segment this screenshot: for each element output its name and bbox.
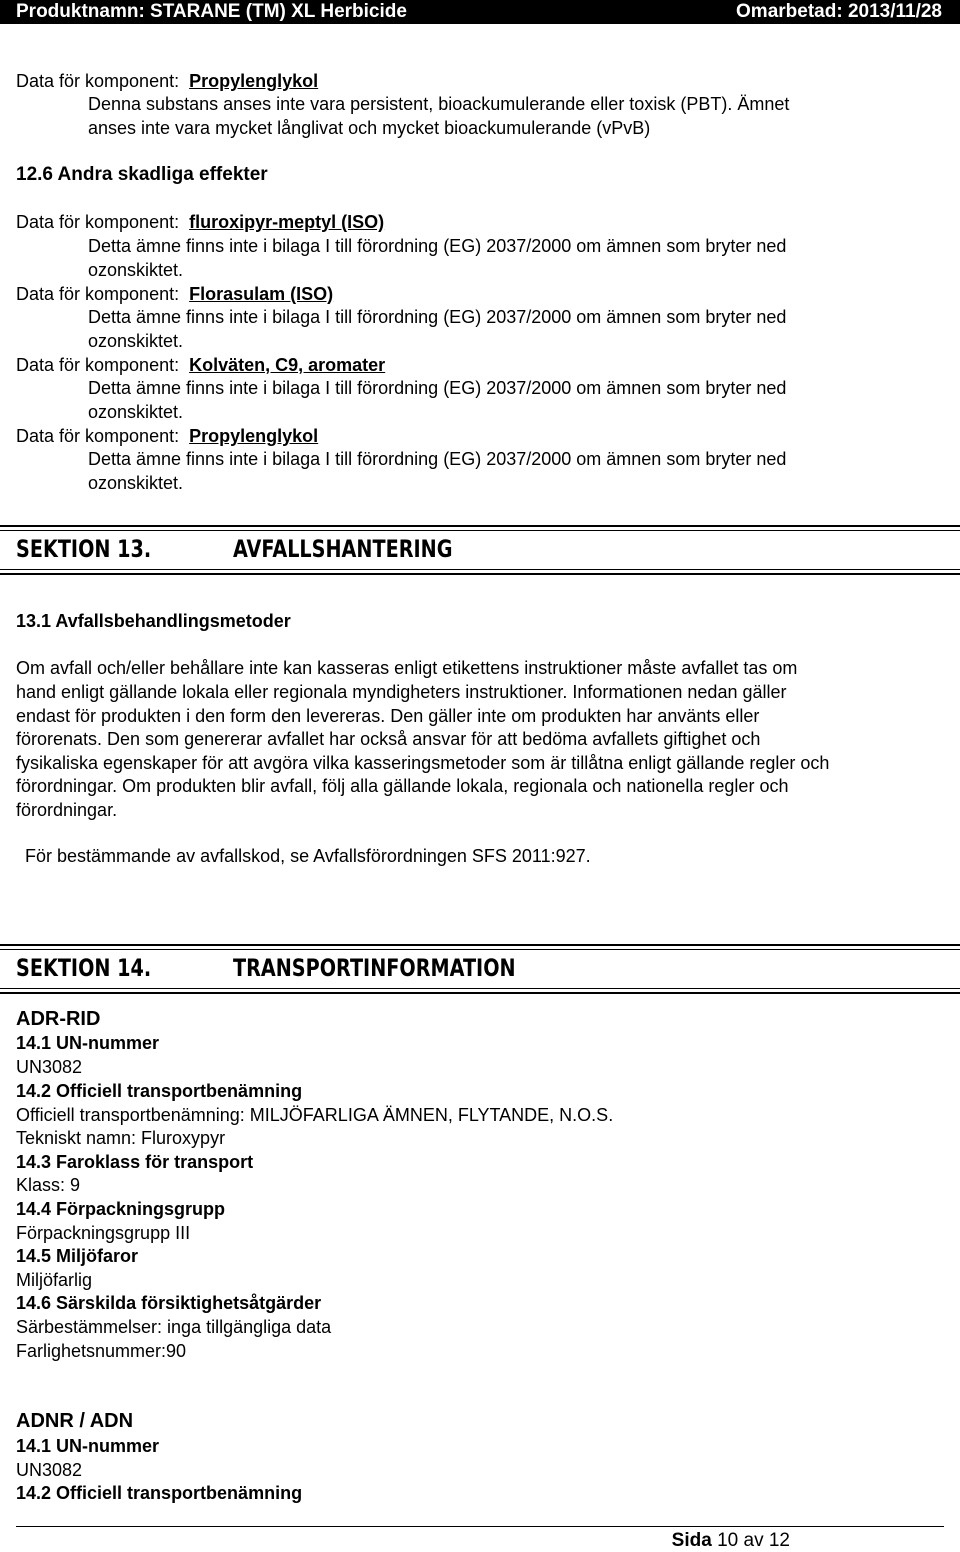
component-label: Data för komponent: (16, 426, 180, 446)
revision-date: Omarbetad: 2013/11/28 (736, 1, 942, 22)
section-14-header (0, 944, 960, 994)
component-row (16, 70, 318, 92)
section-13-header (0, 525, 960, 575)
component-row (16, 354, 385, 376)
subsection-heading: 13.1 Avfallsbehandlingsmetoder (16, 611, 291, 631)
field-label: 14.2 Officiell transportbenämning (16, 1081, 303, 1101)
section-title: TRANSPORTINFORMATION (233, 954, 516, 982)
field-label: 14.4 Förpackningsgrupp (16, 1199, 226, 1219)
page-total: 12 (768, 1530, 790, 1551)
disposal-para-line: förorenats. Den som genererar avfallet har också ansvar för att bedöma avfallets giftighet och (16, 729, 761, 749)
field-value: UN3082 (16, 1057, 83, 1077)
disposal-para-line: endast för produkten i den form den levereras. Den gäller inte om produkten har använts eller (16, 706, 760, 726)
section-title: AVFALLSHANTERING (233, 535, 453, 563)
component-row (16, 211, 384, 233)
page-header (0, 0, 960, 24)
page-current: 10 (717, 1530, 739, 1551)
footer-divider (16, 1526, 944, 1527)
ozone-text-cont: ozonskiktet. (88, 402, 184, 422)
pbt-line-1: Denna substans anses inte vara persistent, bioackumulerande eller toxisk (PBT). Ämnet (88, 94, 790, 114)
component-name: fluroxipyr-meptyl (ISO) (189, 212, 385, 232)
disposal-para-line: förordningar. Om produkten blir avfall, följ alla gällande lokala, regionala och nationella regler och (16, 776, 789, 796)
field-value: Särbestämmelser: inga tillgängliga data (16, 1317, 332, 1337)
component-name: Propylenglykol (189, 71, 319, 91)
disposal-para-line: fysikaliska egenskaper för att avgöra vilka kasseringsmetoder som är tillåtna enligt gällande regler och (16, 753, 830, 773)
disposal-para-line: Om avfall och/eller behållare inte kan kasseras enligt etikettens instruktioner måste avfallet tas om (16, 658, 798, 678)
field-value: Farlighetsnummer:90 (16, 1341, 187, 1361)
page-word: Sida (671, 1530, 712, 1551)
component-label: Data för komponent: (16, 212, 180, 232)
ozone-text: Detta ämne finns inte i bilaga I till förordning (EG) 2037/2000 om ämnen som bryter ned (88, 449, 787, 469)
field-label: 14.1 UN-nummer (16, 1436, 160, 1456)
field-value: Förpackningsgrupp III (16, 1223, 191, 1243)
field-value: Klass: 9 (16, 1175, 81, 1195)
subsection-heading: 12.6 Andra skadliga effekter (16, 164, 268, 185)
section-number: SEKTION 14. (16, 954, 152, 982)
field-label: 14.3 Faroklass för transport (16, 1152, 254, 1172)
component-name: Kolväten, C9, aromater (189, 355, 386, 375)
component-label: Data för komponent: (16, 71, 180, 91)
field-label: 14.2 Officiell transportbenämning (16, 1483, 303, 1503)
component-name: Propylenglykol (189, 426, 319, 446)
field-label: 14.1 UN-nummer (16, 1033, 160, 1053)
field-value: UN3082 (16, 1460, 83, 1480)
ozone-text-cont: ozonskiktet. (88, 473, 184, 493)
field-label: 14.5 Miljöfaror (16, 1246, 139, 1266)
ozone-text: Detta ämne finns inte i bilaga I till förordning (EG) 2037/2000 om ämnen som bryter ned (88, 378, 787, 398)
ozone-text-cont: ozonskiktet. (88, 331, 184, 351)
ozone-text-cont: ozonskiktet. (88, 260, 184, 280)
disposal-para-line: förordningar. (16, 800, 118, 820)
transport-mode-heading: ADR-RID (16, 1008, 101, 1030)
component-row (16, 283, 333, 305)
product-name: Produktnamn: STARANE (TM) XL Herbicide (16, 1, 407, 22)
pbt-line-2: anses inte vara mycket långlivat och mycket bioackumulerande (vPvB) (88, 118, 651, 138)
section-number: SEKTION 13. (16, 535, 152, 563)
field-value: Tekniskt namn: Fluroxypyr (16, 1128, 226, 1148)
page-of: av (743, 1530, 764, 1551)
component-label: Data för komponent: (16, 284, 180, 304)
field-value: Officiell transportbenämning: MILJÖFARLIGA ÄMNEN, FLYTANDE, N.O.S. (16, 1105, 614, 1125)
field-label: 14.6 Särskilda försiktighetsåtgärder (16, 1293, 322, 1313)
page-number (672, 1530, 790, 1552)
ozone-text: Detta ämne finns inte i bilaga I till förordning (EG) 2037/2000 om ämnen som bryter ned (88, 236, 787, 256)
ozone-text: Detta ämne finns inte i bilaga I till förordning (EG) 2037/2000 om ämnen som bryter ned (88, 307, 787, 327)
component-row (16, 425, 318, 447)
waste-code-note: För bestämmande av avfallskod, se Avfallsförordningen SFS 2011:927. (25, 846, 591, 866)
transport-mode-heading: ADNR / ADN (16, 1410, 134, 1432)
disposal-para-line: hand enligt gällande lokala eller regionala myndigheters instruktioner. Informationen nedan gäller (16, 682, 787, 702)
component-label: Data för komponent: (16, 355, 180, 375)
field-value: Miljöfarlig (16, 1270, 93, 1290)
component-name: Florasulam (ISO) (189, 284, 334, 304)
